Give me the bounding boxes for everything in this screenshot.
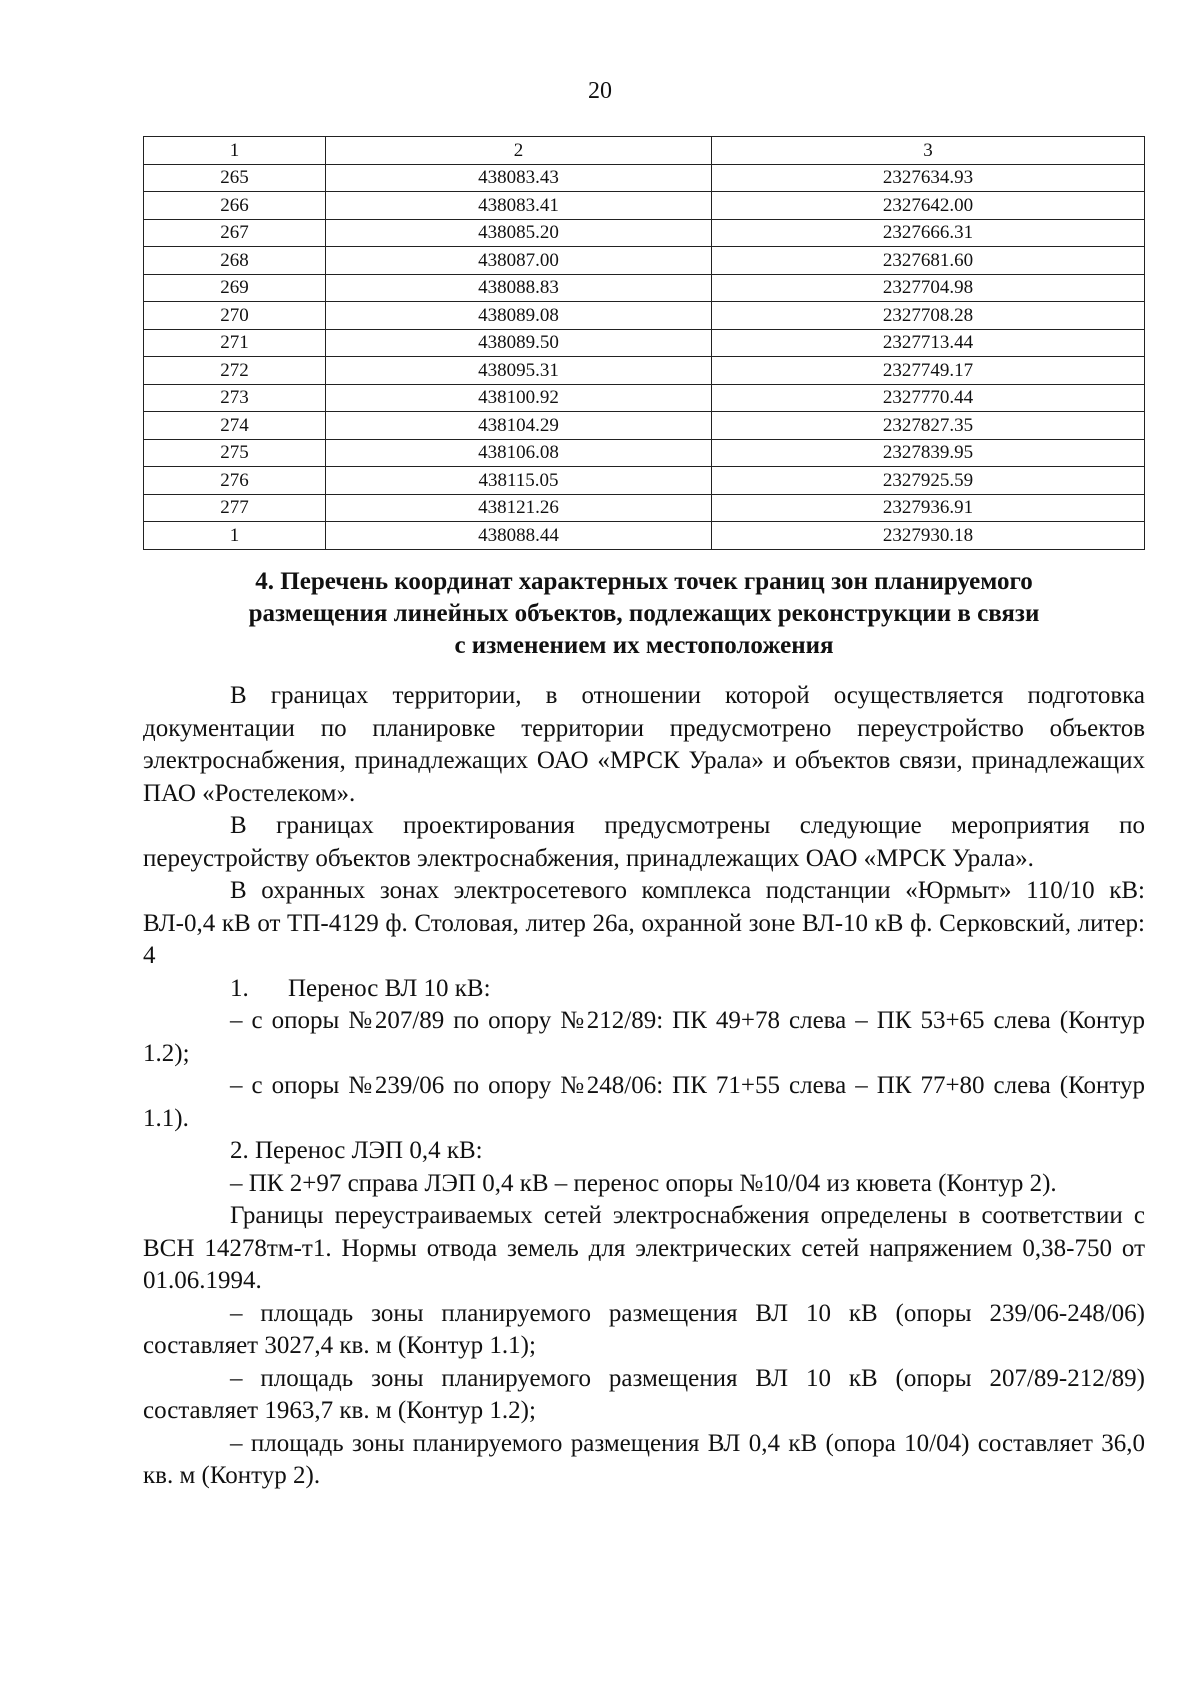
x-coordinate-cell: 438089.50 bbox=[326, 329, 712, 357]
x-coordinate-cell: 438089.08 bbox=[326, 302, 712, 330]
point-number-cell: 273 bbox=[144, 384, 326, 412]
point-number-cell: 275 bbox=[144, 439, 326, 467]
table-row bbox=[144, 219, 1145, 247]
table-row bbox=[144, 247, 1145, 275]
y-coordinate-cell: 2327704.98 bbox=[712, 274, 1145, 302]
section-heading-line: 4. Перечень координат характерных точек границ зон планируемого bbox=[255, 568, 1033, 595]
table-row bbox=[144, 384, 1145, 412]
point-number-cell: 276 bbox=[144, 467, 326, 495]
paragraph: – площадь зоны планируемого размещения ВЛ 10 кВ (опоры 207/89-212/89) составляет 1963,7 кв. м (Контур 1.2); bbox=[143, 1364, 1145, 1424]
column-header: 3 bbox=[712, 137, 1145, 165]
section-heading bbox=[143, 566, 1145, 662]
point-number-cell: 269 bbox=[144, 274, 326, 302]
point-number-cell: 270 bbox=[144, 302, 326, 330]
body-text bbox=[143, 680, 1145, 1493]
x-coordinate-cell: 438088.44 bbox=[326, 522, 712, 550]
table-header-row bbox=[144, 137, 1145, 165]
coordinates-table bbox=[143, 136, 1145, 550]
paragraph: 2. Перенос ЛЭП 0,4 кВ: bbox=[230, 1137, 483, 1164]
point-number-cell: 266 bbox=[144, 192, 326, 220]
y-coordinate-cell: 2327666.31 bbox=[712, 219, 1145, 247]
point-number-cell: 274 bbox=[144, 412, 326, 440]
table-row bbox=[144, 164, 1145, 192]
item-text: Перенос ВЛ 10 кВ: bbox=[288, 974, 491, 1002]
numbered-item bbox=[143, 973, 1145, 1006]
x-coordinate-cell: 438088.83 bbox=[326, 274, 712, 302]
x-coordinate-cell: 438095.31 bbox=[326, 357, 712, 385]
table-row bbox=[144, 302, 1145, 330]
paragraph: – площадь зоны планируемого размещения ВЛ 0,4 кВ (опора 10/04) составляет 36,0 кв. м (Контур 2). bbox=[143, 1429, 1145, 1489]
table-row bbox=[144, 522, 1145, 550]
table-row bbox=[144, 412, 1145, 440]
y-coordinate-cell: 2327936.91 bbox=[712, 494, 1145, 522]
x-coordinate-cell: 438104.29 bbox=[326, 412, 712, 440]
table-row bbox=[144, 274, 1145, 302]
point-number-cell: 1 bbox=[144, 522, 326, 550]
section-heading-line: с изменением их местоположения bbox=[454, 632, 834, 659]
y-coordinate-cell: 2327749.17 bbox=[712, 357, 1145, 385]
point-number-cell: 272 bbox=[144, 357, 326, 385]
y-coordinate-cell: 2327770.44 bbox=[712, 384, 1145, 412]
point-number-cell: 267 bbox=[144, 219, 326, 247]
paragraph: – площадь зоны планируемого размещения ВЛ 10 кВ (опоры 239/06-248/06) составляет 3027,4 кв. м (Контур 1.1); bbox=[143, 1299, 1145, 1359]
table-row bbox=[144, 467, 1145, 495]
paragraph: В охранных зонах электросетевого комплекса подстанции «Юрмыт» 110/10 кВ: ВЛ-0,4 кВ от ТП-4129 ф. Столовая, литер 26а, охранной зоне ВЛ-10 кВ ф. Серковский, литер: 4 bbox=[143, 877, 1145, 969]
y-coordinate-cell: 2327708.28 bbox=[712, 302, 1145, 330]
point-number-cell: 265 bbox=[144, 164, 326, 192]
x-coordinate-cell: 438085.20 bbox=[326, 219, 712, 247]
item-number: 1. bbox=[230, 974, 249, 1002]
paragraph: В границах территории, в отношении которой осуществляется подготовка документации по планировке территории предусмотрено переустройство объектов электроснабжения, принадлежащих ОАО «МРСК Урала» и объектов связи, принадлежащих ПАО «Ростелеком». bbox=[143, 682, 1145, 807]
paragraph: В границах проектирования предусмотрены следующие мероприятия по переустройству объектов электроснабжения, принадлежащих ОАО «МРСК Урала». bbox=[143, 812, 1145, 872]
x-coordinate-cell: 438087.00 bbox=[326, 247, 712, 275]
paragraph: – ПК 2+97 справа ЛЭП 0,4 кВ – перенос опоры №10/04 из кювета (Контур 2). bbox=[230, 1169, 1057, 1197]
table-row bbox=[144, 329, 1145, 357]
y-coordinate-cell: 2327925.59 bbox=[712, 467, 1145, 495]
y-coordinate-cell: 2327930.18 bbox=[712, 522, 1145, 550]
y-coordinate-cell: 2327681.60 bbox=[712, 247, 1145, 275]
y-coordinate-cell: 2327839.95 bbox=[712, 439, 1145, 467]
column-header: 2 bbox=[326, 137, 712, 165]
x-coordinate-cell: 438115.05 bbox=[326, 467, 712, 495]
paragraph: – с опоры №207/89 по опору №212/89: ПК 49+78 слева – ПК 53+65 слева (Контур 1.2); bbox=[143, 1007, 1145, 1067]
section-heading-line: размещения линейных объектов, подлежащих реконструкции в связи bbox=[248, 600, 1040, 627]
y-coordinate-cell: 2327634.93 bbox=[712, 164, 1145, 192]
y-coordinate-cell: 2327642.00 bbox=[712, 192, 1145, 220]
x-coordinate-cell: 438100.92 bbox=[326, 384, 712, 412]
paragraph: – с опоры №239/06 по опору №248/06: ПК 71+55 слева – ПК 77+80 слева (Контур 1.1). bbox=[143, 1072, 1145, 1132]
y-coordinate-cell: 2327827.35 bbox=[712, 412, 1145, 440]
y-coordinate-cell: 2327713.44 bbox=[712, 329, 1145, 357]
x-coordinate-cell: 438083.43 bbox=[326, 164, 712, 192]
table-row bbox=[144, 357, 1145, 385]
table-row bbox=[144, 192, 1145, 220]
column-header: 1 bbox=[144, 137, 326, 165]
x-coordinate-cell: 438106.08 bbox=[326, 439, 712, 467]
table-row bbox=[144, 439, 1145, 467]
point-number-cell: 277 bbox=[144, 494, 326, 522]
x-coordinate-cell: 438121.26 bbox=[326, 494, 712, 522]
paragraph: Границы переустраиваемых сетей электроснабжения определены в соответствии с ВСН 14278тм-т1. Нормы отвода земель для электрических сетей напряжением 0,38-750 от 01.06.1994. bbox=[143, 1202, 1145, 1294]
point-number-cell: 271 bbox=[144, 329, 326, 357]
page-number: 20 bbox=[588, 78, 612, 104]
table-row bbox=[144, 494, 1145, 522]
x-coordinate-cell: 438083.41 bbox=[326, 192, 712, 220]
point-number-cell: 268 bbox=[144, 247, 326, 275]
